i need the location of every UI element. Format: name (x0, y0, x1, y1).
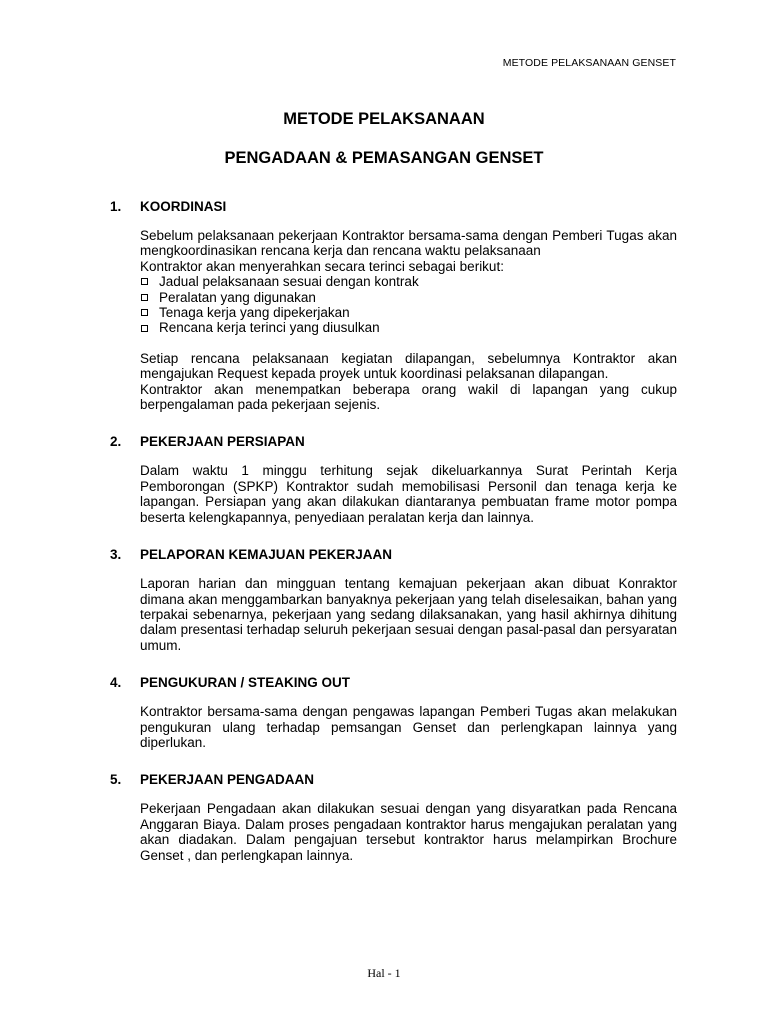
paragraph: Setiap rencana pelaksanaan kegiatan dilapangan, sebelumnya Kontraktor akan mengajukan Request kepada proyek untuk koordinasi pelaksanan dilapangan. (140, 350, 677, 382)
section-heading (110, 547, 677, 563)
section-body (140, 576, 677, 653)
section-number: 2. (110, 434, 122, 450)
section-number: 4. (110, 675, 122, 691)
document-title: METODE PELAKSANAAN (283, 110, 485, 128)
section-pengukuran (110, 675, 677, 750)
section-number: 5. (110, 772, 122, 788)
section-body (140, 228, 677, 412)
square-bullet-icon (141, 325, 148, 332)
section-title: PEKERJAAN PERSIAPAN (140, 434, 305, 450)
section-number: 1. (110, 199, 122, 214)
list-item (140, 274, 677, 289)
section-pelaporan-kemajuan (110, 547, 677, 653)
section-body (140, 463, 677, 525)
paragraph: Kontraktor bersama-sama dengan pengawas lapangan Pemberi Tugas akan melakukan pengukuran ulang terhadap pemsangan Genset dan perlengkapan lainnya yang diperlukan. (140, 704, 677, 750)
section-title: KOORDINASI (140, 199, 227, 214)
section-koordinasi (110, 199, 677, 412)
paragraph: Kontraktor akan menempatkan beberapa orang wakil di lapangan yang cukup berpengalaman pada pekerjaan sejenis. (140, 381, 677, 413)
square-bullet-icon (141, 294, 148, 301)
paragraph: Sebelum pelaksanaan pekerjaan Kontraktor bersama-sama dengan Pemberi Tugas akan mengkoordinasikan rencana kerja dan rencana waktu pelaksanaan (140, 228, 677, 259)
section-pekerjaan-persiapan (110, 434, 677, 525)
page-number: Hal - 1 (367, 966, 401, 980)
square-bullet-icon (141, 278, 148, 285)
list-item-text: Peralatan yang digunakan (159, 289, 316, 305)
section-title: PELAPORAN KEMAJUAN PEKERJAAN (140, 547, 393, 563)
paragraph: Pekerjaan Pengadaan akan dilakukan sesuai dengan yang disyaratkan pada Rencana Anggaran Biaya. Dalam proses pengadaan kontraktor harus mengajukan peralatan yang akan diadakan. Dalam pengajuan tersebut kontraktor harus melampirkan Brochure Genset , dan perlengkapan lainnya. (140, 801, 677, 863)
bullet-list (140, 274, 677, 336)
list-item-text: Rencana kerja terinci yang diusulkan (159, 320, 380, 336)
running-header: METODE PELAKSANAAN GENSET (502, 57, 676, 69)
list-item (140, 320, 677, 335)
list-item (140, 305, 677, 320)
section-heading (110, 675, 677, 691)
section-title: PEKERJAAN PENGADAAN (140, 772, 315, 788)
document-body (110, 199, 677, 885)
paragraph: Laporan harian dan mingguan tentang kemajuan pekerjaan akan dibuat Konraktor dimana akan menggambarkan banyaknya pekerjaan yang telah diselesaikan, bahan yang terpakai sebenarnya, pekerjaan yang sedang dilaksanakan, yang hasil akhirnya dihitung dalam presentasi terhadap seluruh pekerjaan sesuai dengan pasal-pasal dan persyaratan umum. (140, 576, 677, 653)
section-pekerjaan-pengadaan (110, 772, 677, 863)
square-bullet-icon (141, 309, 148, 316)
section-heading (110, 434, 677, 450)
section-number: 3. (110, 547, 122, 563)
list-item-text: Tenaga kerja yang dipekerjakan (159, 305, 350, 321)
list-item (140, 290, 677, 305)
section-heading (110, 199, 677, 215)
document-subtitle: PENGADAAN & PEMASANGAN GENSET (224, 149, 544, 167)
list-item-text: Jadual pelaksanaan sesuai dengan kontrak (159, 274, 419, 290)
section-body (140, 801, 677, 863)
paragraph: Kontraktor akan menyerahkan secara terinci sebagai berikut: (140, 258, 504, 274)
paragraph: Dalam waktu 1 minggu terhitung sejak dikeluarkannya Surat Perintah Kerja Pemborongan (SPKP) Kontraktor sudah memobilisasi Personil dan tenaga kerja ke lapangan. Persiapan yang akan dilakukan diantaranya pembuatan frame motor pompa beserta kelengkapannya, penyediaan peralatan kerja dan lainnya. (140, 463, 677, 525)
section-body (140, 704, 677, 750)
section-heading (110, 772, 677, 788)
section-title: PENGUKURAN / STEAKING OUT (140, 675, 351, 691)
